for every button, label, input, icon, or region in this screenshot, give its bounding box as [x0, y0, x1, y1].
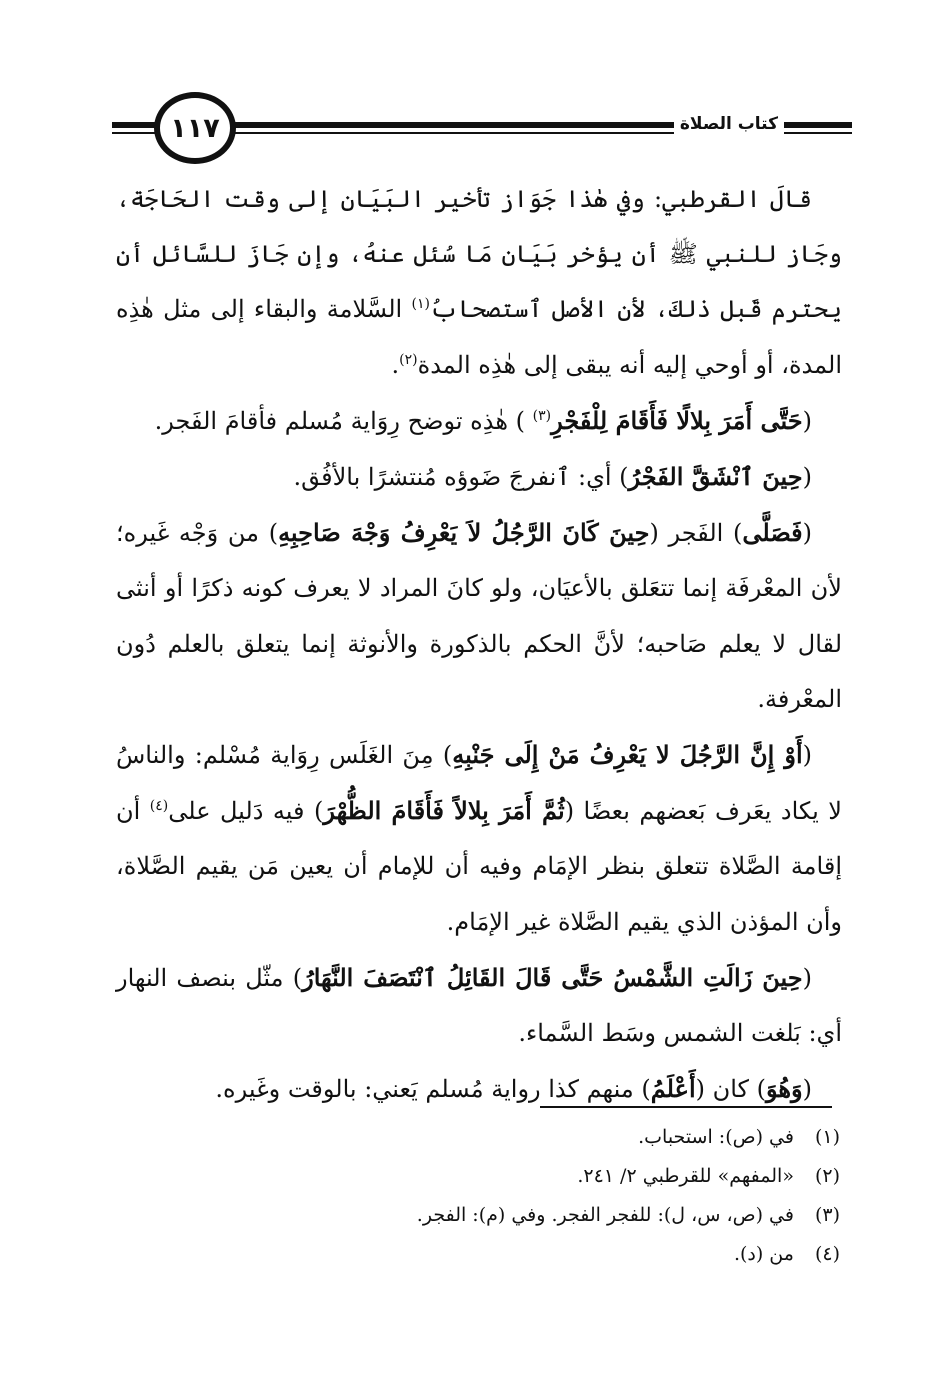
text-segment: ( — [802, 519, 813, 548]
text-segment: ) هٰذِه توضح رِوَاية مُسلم فأقامَ الفَجر. — [154, 406, 533, 435]
footnote-number: (٢) — [814, 1165, 840, 1187]
text-segment: ) كان ( — [695, 1075, 766, 1104]
paragraph — [116, 449, 842, 505]
paragraph — [116, 1061, 842, 1117]
text-segment: ( — [802, 963, 812, 992]
text-segment: ( — [802, 1075, 812, 1104]
text-segment: ) فيه دَليل على — [168, 797, 324, 826]
text-segment: ( — [802, 406, 812, 435]
text-segment: ) مِنَ الغَلَس رِوَاية مُسْلم: والناسُ لا يكاد يعَرف بَعضهم بعضًا ( — [116, 741, 842, 826]
footnote-text: في (ص): استحباب. — [638, 1126, 794, 1148]
hadith-quote: وَهُوَ — [765, 1074, 803, 1104]
text-segment: قالَ القرطبي: وفي هٰذا جَوَاز تأخير البَيَان إلى وقت الحَاجَة، وجَاز للنبي ﷺ أن يؤخر بَيَان مَا سُئل عنهُ، وإن جَازَ للسَّائل أن يحترم قَبل ذلكَ، لأن الأصل ٱستصحابُ — [116, 185, 842, 324]
paragraph — [116, 950, 842, 1061]
text-segment: أن إقامة الصَّلاة تتعلق بنظر الإمَام وفيه أن للإمام أن يعين مَن يقيم الصَّلاة، وأن المؤذن الذي يقيم الصَّلاة غير الإمَام. — [116, 797, 842, 936]
footnote-ref: (٤) — [149, 798, 169, 815]
footnote-text: في (ص، س، ل): للفجر الفجر. وفي (م): الفجر. — [416, 1204, 794, 1226]
hadith-quote: أَعْلَمُ — [650, 1074, 696, 1104]
text-segment: ) من وَجْه غَيره؛ لأن المعْرفَة إنما تتعَلق بالأعيَان، ولو كانَ المراد لا يعرف كونه ذكرًا أو أنثى لقال لا يعلم صَاحبه؛ لأنَّ الحكم بالذكورة والأنوثة إنما يتعلق بالعلم دُون المعْرفة. — [116, 519, 842, 713]
footnote — [120, 1157, 840, 1196]
paragraph — [116, 505, 842, 727]
footnote-number: (١) — [814, 1126, 840, 1148]
text-segment: ) منهم كذا رواية مُسلم يَعني: بالوقت وغَيره. — [215, 1075, 651, 1104]
page-number: ١١٧ — [154, 92, 236, 164]
footnote-text: من (د). — [733, 1243, 794, 1265]
hadith-quote: ثُمَّ أَمَرَ بِلالاً فَأَقَامَ الظُّهْرَ — [323, 796, 565, 826]
hadith-quote: حِينَ ٱنْشَقَّ الفَجْرُ — [628, 462, 803, 492]
footnote-ref: (٢) — [399, 351, 418, 368]
footnote-separator — [540, 1106, 832, 1108]
footnotes — [120, 1118, 840, 1274]
hadith-quote: أَوْ إِنَّ الرَّجُلَ لا يَعْرِفُ مَنْ إِلَى جَنْبِهِ — [452, 740, 803, 770]
hadith-quote: حِينَ زَالَتِ الشَّمْسُ حَتَّى قَالَ القَائِلُ ٱنْتَصَفَ النَّهَارُ — [302, 962, 803, 992]
paragraph — [116, 393, 842, 449]
footnote-number: (٤) — [814, 1243, 840, 1265]
hadith-quote: حَتَّى أَمَرَ بِلالًا فَأَقَامَ لِلْفَجْرِ — [551, 405, 803, 435]
footnote-number: (٣) — [814, 1204, 840, 1226]
hadith-quote: فَصَلَّى — [742, 518, 803, 548]
footnote-text: «المفهم» للقرطبي ٢/ ٢٤١. — [577, 1165, 794, 1187]
footnote — [120, 1118, 840, 1157]
footnote — [120, 1196, 840, 1235]
paragraph — [116, 172, 842, 393]
text-segment: السَّلامة والبقاء إلى مثل هٰذِه المدة، أو أوحي إليه أنه يبقى إلى هٰذِه المدة — [116, 295, 842, 379]
text-segment: ( — [802, 741, 812, 770]
footnote-ref: (٣) — [532, 407, 552, 424]
text-segment: ) أي: ٱنفرجَ ضَوؤه مُنتشرًا بالأفُق. — [293, 463, 629, 492]
hadith-quote: حِينَ كَانَ الرَّجُلُ لاَ يَعْرِفُ وَجْهَ صَاحِبِهِ — [278, 518, 650, 548]
page-header — [112, 92, 852, 172]
text-segment: ( — [802, 463, 812, 492]
text-segment: . — [391, 350, 400, 379]
text-segment: ) مثّل بنصف النهار أي: بَلغت الشمس وسَط السَّماء. — [116, 963, 842, 1048]
main-text — [116, 172, 842, 1117]
footnote-ref: (١) — [411, 296, 430, 313]
paragraph — [116, 727, 842, 950]
text-segment: ) الفَجر ( — [649, 519, 743, 548]
footnote — [120, 1235, 840, 1274]
running-title: كتاب الصلاة — [674, 114, 784, 134]
